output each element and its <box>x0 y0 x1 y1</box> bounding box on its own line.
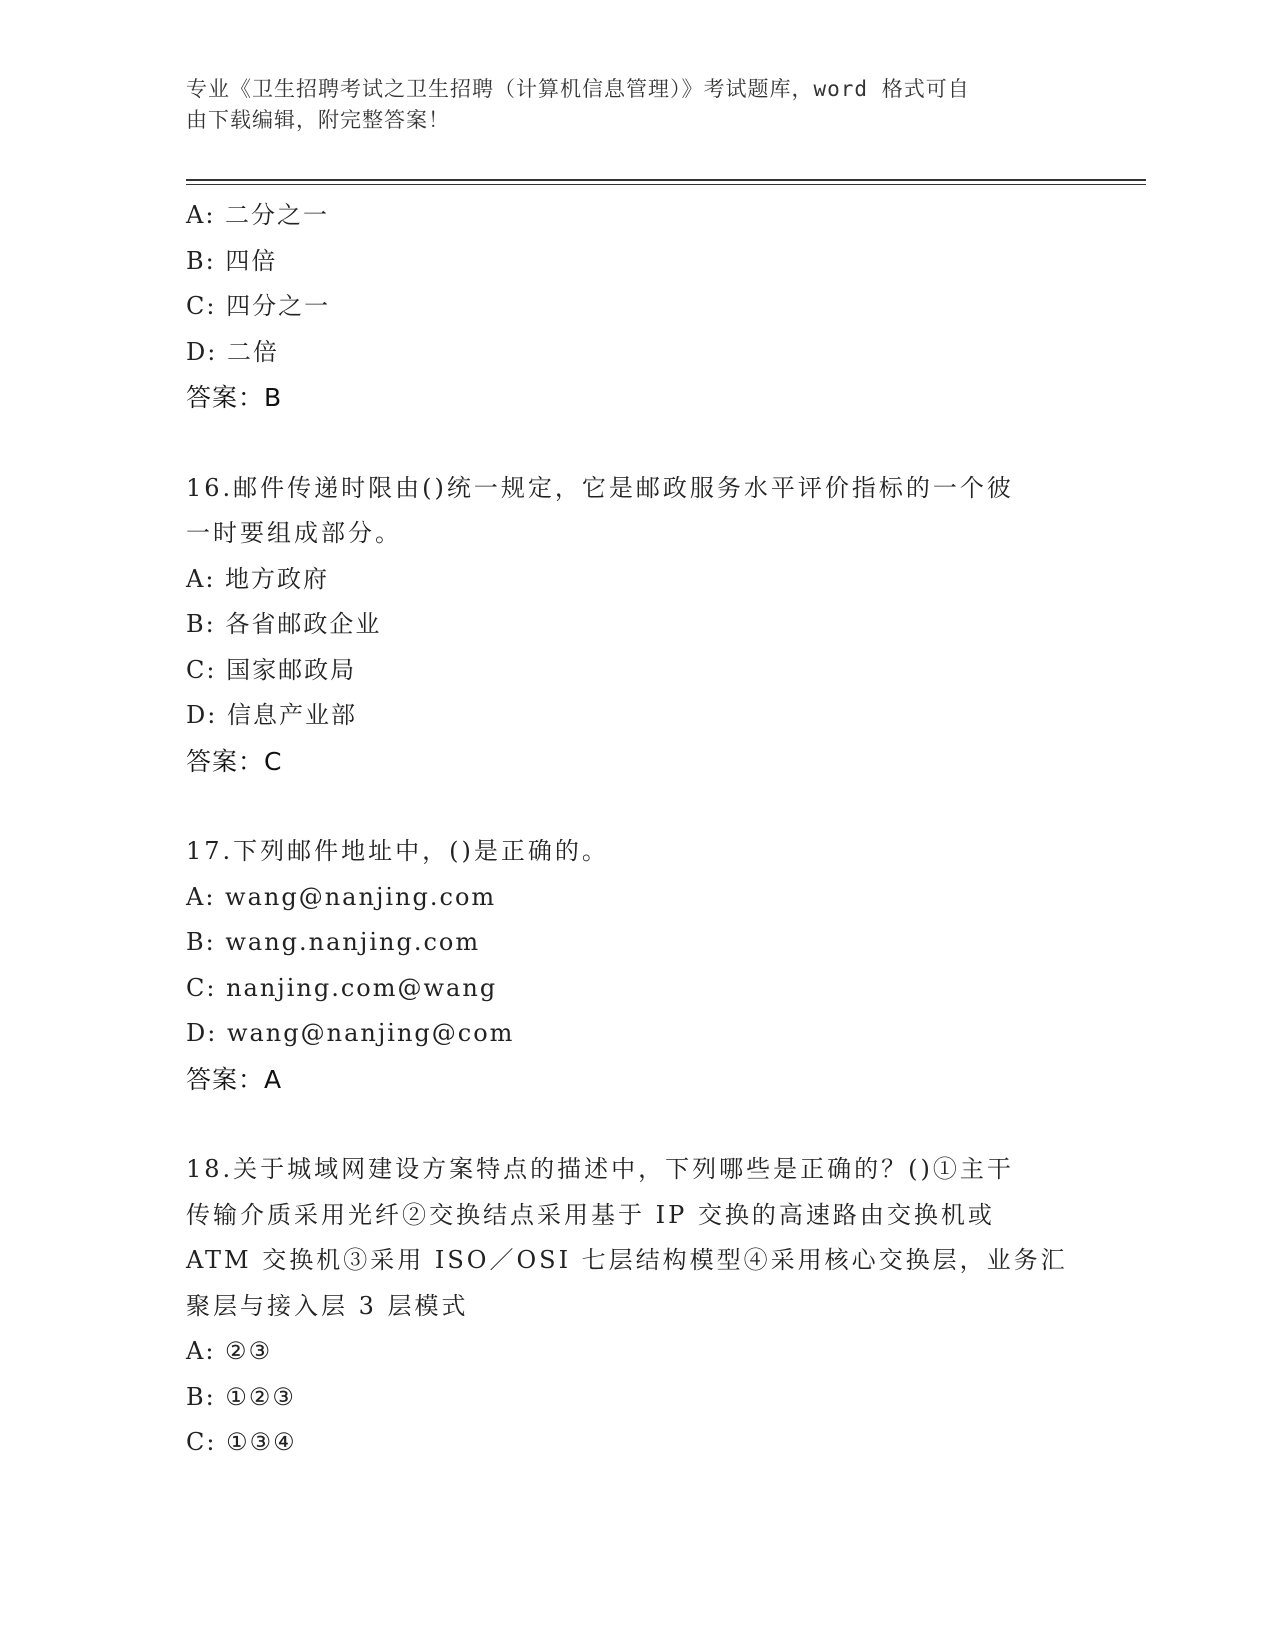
question-15-block <box>186 193 1086 421</box>
question-text-line: 一时要组成部分。 <box>186 519 402 547</box>
answer-line: 答案：A <box>186 1064 283 1094</box>
question-18-block <box>186 1147 1086 1466</box>
question-text-line: 聚层与接入层 3 层模式 <box>186 1291 469 1320</box>
option-a: A: 二分之一 <box>186 201 330 229</box>
question-text-line: ATM 交换机③采用 ISO／OSI 七层结构模型④采用核心交换层，业务汇 <box>186 1246 1068 1274</box>
option-d: D: wang@nanjing@com <box>186 1019 515 1047</box>
option-c: C: 四分之一 <box>186 292 331 320</box>
option-d: D: 二倍 <box>186 337 279 366</box>
option-c: C: ①③④ <box>186 1428 297 1456</box>
answer-line: 答案：B <box>186 383 283 412</box>
question-list <box>186 193 1086 1466</box>
question-16-block <box>186 466 1086 785</box>
header-line-1: 专业《卫生招聘考试之卫生招聘（计算机信息管理）》考试题库，word 格式可自 <box>186 77 970 101</box>
question-text-line: 17.下列邮件地址中，()是正确的。 <box>186 837 609 865</box>
question-spacer <box>186 784 1086 829</box>
option-a: A: wang@nanjing.com <box>186 882 497 911</box>
option-d: D: 信息产业部 <box>186 701 357 729</box>
question-17-block <box>186 829 1086 1102</box>
question-spacer <box>186 1102 1086 1147</box>
header-divider-thin <box>186 184 1146 185</box>
question-text-line: 18.关于城域网建设方案特点的描述中，下列哪些是正确的？()①主干 <box>186 1155 1014 1183</box>
option-b: B: 四倍 <box>186 246 278 275</box>
option-b: B: 各省邮政企业 <box>186 610 382 638</box>
question-text-line: 传输介质采用光纤②交换结点采用基于 IP 交换的高速路由交换机或 <box>186 1200 995 1229</box>
question-text-line: 16.邮件传递时限由()统一规定，它是邮政服务水平评价指标的一个彼 <box>186 473 1014 502</box>
answer-line: 答案：C <box>186 746 283 776</box>
option-c: C: nanjing.com@wang <box>186 973 498 1002</box>
option-c: C: 国家邮政局 <box>186 655 357 684</box>
option-b: B: wang.nanjing.com <box>186 928 481 956</box>
option-a: A: ②③ <box>186 1337 273 1365</box>
document-header <box>186 74 1086 136</box>
question-spacer <box>186 421 1086 466</box>
header-line-2: 由下载编辑，附完整答案！ <box>186 108 450 132</box>
header-divider-thick <box>186 179 1146 181</box>
option-b: B: ①②③ <box>186 1382 296 1411</box>
option-a: A: 地方政府 <box>186 564 330 593</box>
